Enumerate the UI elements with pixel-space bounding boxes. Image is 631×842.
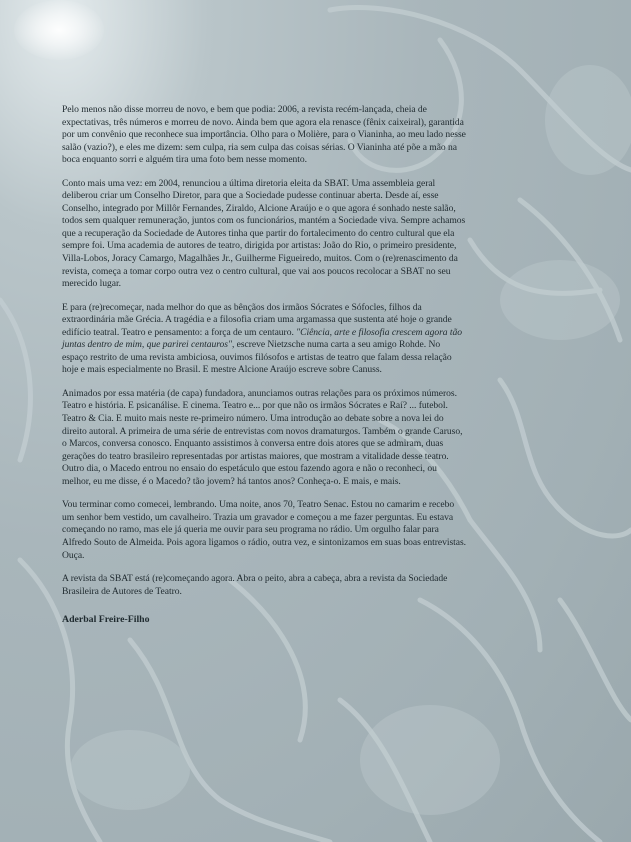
light-glare (14, 0, 104, 60)
editorial-article (62, 104, 466, 625)
nietzsche-quote: "Ciência, arte e filosofia crescem agora tão juntas dentro de mim, que parirei centauros" (62, 326, 463, 351)
paragraph-2: Conto mais uma vez: em 2004, renunciou a última diretoria eleita da SBAT. Uma assembleia geral deliberou criar um Conselho Diretor, para que a Sociedade pudesse continuar aberta. Desde aí, esse Conselho, integrado por Millôr Fernandes, Ziraldo, Alcione Araújo e o que agora é sonhado neste salão, todos sem qualquer remuneração, juntos com os funcionários, mantém a Sociedade viva. Sempre achamos que a recuperação da Sociedade de Autores tinha que partir do fortalecimento do centro cultural que ela sempre foi. Uma academia de autores de teatro, dirigida por artistas: João do Rio, o primeiro presidente, Villa-Lobos, Joracy Camargo, Magalhães Jr., Guilherme Figueiredo, muitos. Com o (re)renascimento da revista, começa a tomar corpo outra vez o centro cultural, que vai aos poucos recolocar a SBAT no seu merecido lugar. (62, 177, 466, 290)
paragraph-3-after-quote: , escreve Nietzsche numa carta a seu amigo Rohde. No espaço restrito de uma revista ambiciosa, ouvimos filósofos e artistas de teatro que falam dessa relação hoje e mais especialmente no Brasil. E mestre Alcione Araújo escreve sobre Canuss. (62, 339, 452, 376)
author-signature: Aderbal Freire-Filho (62, 614, 150, 626)
paragraph-3 (62, 302, 466, 377)
paragraph-1: Pelo menos não disse morreu de novo, e bem que podia: 2006, a revista recém-lançada, cheia de expectativas, três números e morreu de novo. Ainda bem que agora ela renasce (fênix caixeiral), garantida por um convênio que reconhece sua importância. Olho para o Molière, para o Vianinha, ao meu lado nesse salão (vazio?), e eles me dizem: sem culpa, ria sem culpa das coisas sérias. O Vianinha até põe a mão na boca enquanto sorri e alguém tira uma foto bem nesse momento. (62, 104, 466, 166)
paragraph-5: Vou terminar como comecei, lembrando. Uma noite, anos 70, Teatro Senac. Estou no camarim e recebo um senhor bem vestido, um cavalheiro. Trazia um gravador e começou a me fazer perguntas. Eu estava começando no ramo, mas ele já queria me ouvir para seu programa no rádio. Um orgulho falar para Alfredo Souto de Almeida. Pois agora ligamos o rádio, outra vez, e sintonizamos em suas boas entrevistas. Ouça. (62, 499, 466, 561)
paragraph-3-before-quote: E para (re)recomeçar, nada melhor do que as bênçãos dos irmãos Sócrates e Sófocles, filhos da extraordinária mãe Grécia. A tragédia e a filosofia criam uma argamassa que sustenta até hoje o grande edifício teatral. Teatro e pensamento: a força de um centauro. (62, 301, 452, 338)
paragraph-6: A revista da SBAT está (re)começando agora. Abra o peito, abra a cabeça, abra a revista da Sociedade Brasileira de Autores de Teatro. (62, 573, 448, 597)
paragraph-4: Animados por essa matéria (de capa) fundadora, anunciamos outras relações para os próximos números. Teatro e história. E psicanálise. E cinema. Teatro e... por que não os irmãos Sócrates e Raí? ... futebol. Teatro & Cia. E muito mais neste re-primeiro número. Uma introdução ao debate sobre a nova lei do direito autoral. A primeira de uma série de entrevistas com novos dramaturgos. Também o grande Caruso, o Marcos, conversa conosco. Enquanto assistimos à conversa entre dois atores que se admiram, duas gerações do teatro brasileiro representadas por artistas maiores, que mostram a vitalidade desse teatro. Outro dia, o Macedo entrou no ensaio do espetáculo que estou fazendo agora e não o reconheci, ou melhor, eu me disse, é o Macedo? tão jovem? há tantos anos? Conheça-o. E mais, e mais. (62, 387, 463, 487)
